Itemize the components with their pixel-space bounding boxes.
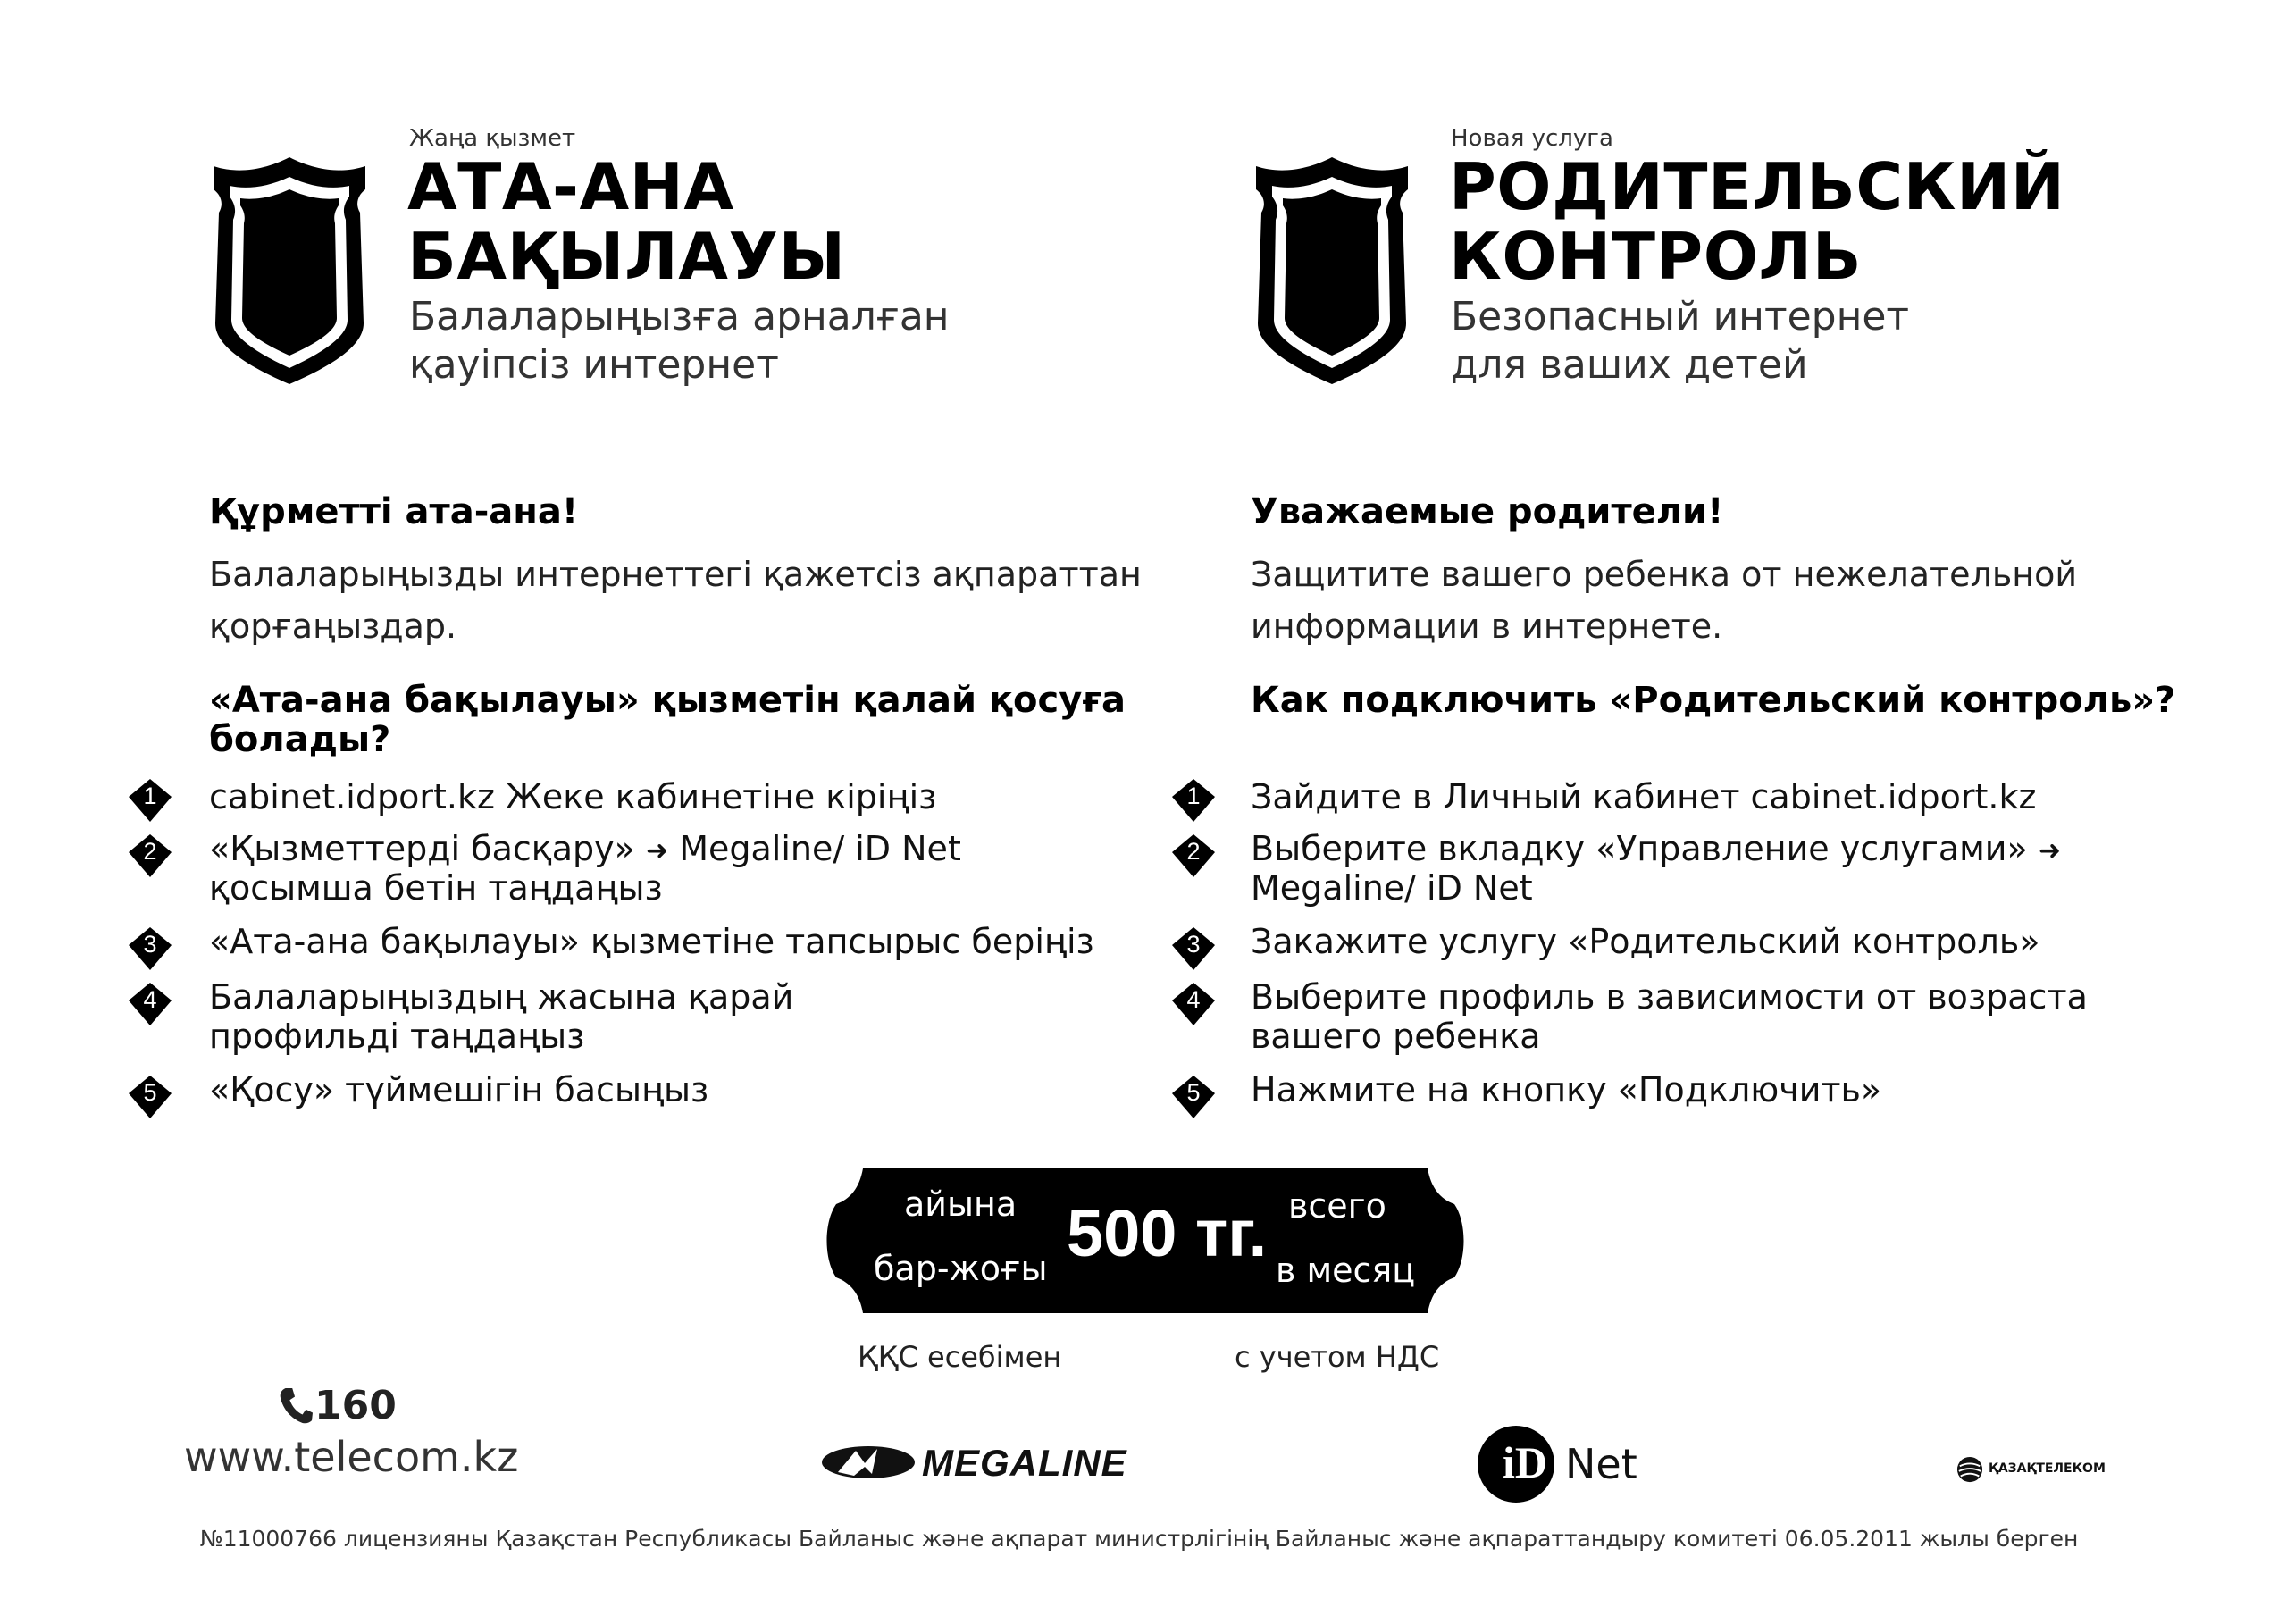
kz-step-3: «Ата-ана бақылауы» қызметіне тапсырыс беріңіз — [209, 922, 1094, 961]
ru-title-line1: РОДИТЕЛЬСКИЙ — [1449, 149, 2065, 224]
kz-step-2-part-b: Megaline/ iD Net — [679, 829, 961, 868]
shield-icon — [1251, 154, 1413, 388]
idnet-logo — [1476, 1424, 1654, 1504]
ru-step-4-line1: Выберите профиль в зависимости от возраста — [1251, 977, 2088, 1017]
kz-step-1: cabinet.idport.kz Жеке кабинетіне кіріңіз — [209, 777, 937, 816]
website-link[interactable]: www.telecom.kz — [184, 1433, 519, 1481]
ru-subtitle-line2: для ваших детей — [1451, 342, 1808, 388]
step-number: 1 — [1186, 783, 1201, 809]
kazakhtelecom-globe-icon — [1956, 1456, 1983, 1483]
ru-title-line2: КОНТРОЛЬ — [1449, 219, 1863, 294]
step-number: 1 — [143, 783, 157, 809]
step-badge-icon — [1170, 925, 1217, 972]
ru-step-2-line2: Megaline/ iD Net — [1251, 868, 1533, 908]
phone-number: 160 — [314, 1383, 397, 1428]
phone-icon — [279, 1386, 313, 1424]
kz-step-5: «Қосу» түймешігін басыңыз — [209, 1070, 709, 1109]
megaline-logo — [820, 1440, 1145, 1485]
step-badge-icon — [127, 925, 173, 972]
price-kz-bottom: бар-жоғы — [874, 1249, 1048, 1288]
ru-question: Как подключить «Родительский контроль»? — [1251, 680, 2176, 721]
kz-question-line1: «Ата-ана бақылауы» қызметін қалай қосуға — [209, 680, 1126, 721]
ru-step-2-line1 — [1251, 829, 2061, 871]
kz-step-2-line1 — [209, 829, 961, 871]
kz-greeting: Құрметті ата-ана! — [209, 491, 579, 532]
kz-title-line1: АТА-АНА — [407, 149, 734, 224]
step-number: 3 — [1186, 931, 1201, 958]
step-badge-icon — [1170, 777, 1217, 824]
ru-step-5: Нажмите на кнопку «Подключить» — [1251, 1070, 1882, 1109]
vat-ru: с учетом НДС — [1235, 1340, 1440, 1374]
step-number: 2 — [143, 838, 157, 865]
arrow-right-icon: ➜ — [2038, 834, 2061, 866]
step-badge-icon — [127, 833, 173, 879]
kz-intro-line2: қорғаңыздар. — [209, 607, 457, 646]
ru-step-3: Закажите услугу «Родительский контроль» — [1251, 922, 2040, 961]
ru-step-2-part-a: Выберите вкладку «Управление услугами» — [1251, 829, 2028, 868]
ru-subtitle-line1: Безопасный интернет — [1451, 294, 1910, 339]
step-number: 3 — [143, 931, 157, 958]
step-badge-icon — [127, 1074, 173, 1120]
step-number: 2 — [1186, 838, 1201, 865]
step-number: 5 — [1186, 1079, 1201, 1106]
vat-kz: ҚҚС есебімен — [858, 1340, 1062, 1374]
kz-step-2-line2: қосымша бетін таңдаңыз — [209, 868, 663, 908]
megaline-wordmark: MEGALINE — [922, 1442, 1127, 1484]
ru-intro-line2: информации в интернете. — [1251, 607, 1723, 646]
kazakhtelecom-logo — [1956, 1456, 2117, 1485]
ru-greeting: Уважаемые родители! — [1251, 491, 1724, 532]
price-kz-top: айына — [904, 1185, 1018, 1224]
step-badge-icon — [127, 777, 173, 824]
price-ru-top: всего — [1288, 1186, 1386, 1226]
kz-title-line2: БАҚЫЛАУЫ — [407, 219, 846, 294]
step-badge-icon — [1170, 1074, 1217, 1120]
kz-kicker: Жаңа қызмет — [409, 125, 576, 152]
kz-subtitle-line2: қауіпсіз интернет — [409, 342, 779, 388]
price-badge — [824, 1167, 1467, 1315]
kazakhtelecom-wordmark: ҚАЗАҚТЕЛЕКОМ — [1989, 1461, 2106, 1476]
kz-step-4-line1: Балаларыңыздың жасына қарай — [209, 977, 794, 1017]
kz-subtitle-line1: Балаларыңызға арналған — [409, 294, 950, 339]
price-amount: 500 тг. — [1067, 1196, 1268, 1270]
license-footer: №11000766 лицензияны Қазақстан Республикасы Байланыс және ақпарат министрлігінің Байланыс және ақпараттандыру комитеті 06.05.2011 жылы берген — [199, 1526, 2079, 1552]
step-number: 5 — [143, 1079, 157, 1106]
arrow-right-icon: ➜ — [645, 834, 669, 866]
kz-intro-line1: Балаларыңызды интернеттегі қажетсіз ақпараттан — [209, 555, 1142, 594]
price-ru-bottom: в месяц — [1276, 1251, 1416, 1290]
step-number: 4 — [1186, 986, 1201, 1013]
ru-step-4-line2: вашего ребенка — [1251, 1017, 1541, 1056]
step-badge-icon — [1170, 833, 1217, 879]
idnet-net-text: Net — [1565, 1440, 1637, 1488]
ru-kicker: Новая услуга — [1451, 125, 1613, 152]
step-number: 4 — [143, 986, 157, 1013]
kz-step-4-line2: профильді таңдаңыз — [209, 1017, 585, 1056]
step-badge-icon — [127, 981, 173, 1027]
shield-icon — [208, 154, 371, 388]
ru-step-1: Зайдите в Личный кабинет cabinet.idport.kz — [1251, 777, 2037, 816]
kz-step-2-part-a: «Қызметтерді басқару» — [209, 829, 635, 868]
megaline-swoosh-icon — [820, 1440, 918, 1485]
ru-intro-line1: Защитите вашего ребенка от нежелательной — [1251, 555, 2078, 594]
step-badge-icon — [1170, 981, 1217, 1027]
idnet-id-text: iD — [1503, 1437, 1547, 1487]
kz-question-line2: болады? — [209, 719, 391, 760]
